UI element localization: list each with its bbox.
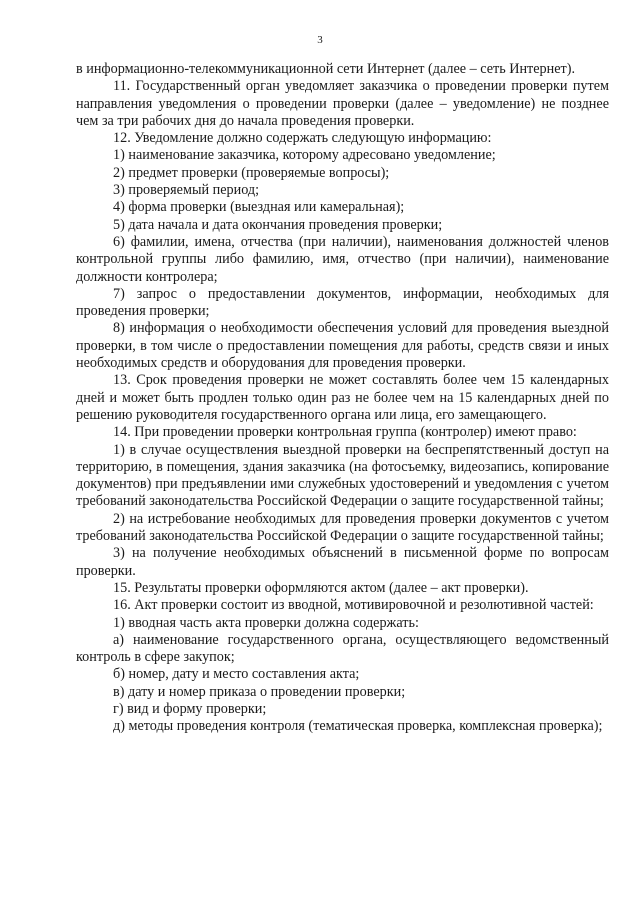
paragraph: 1) вводная часть акта проверки должна содержать: — [113, 614, 419, 631]
paragraph: 11. Государственный орган уведомляет заказчика о проведении проверки путем направления уведомления о проведении проверки (далее – уведомление) не позднее чем за три рабочих дня до начала проведения проверки. — [76, 78, 609, 129]
paragraph: 2) предмет проверки (проверяемые вопросы); — [113, 164, 390, 181]
paragraph: 4) форма проверки (выездная или камеральная); — [113, 199, 405, 216]
paragraph: д) методы проведения контроля (тематическая проверка, комплексная проверка); — [113, 718, 603, 735]
paragraph: 5) дата начала и дата окончания проведения проверки; — [113, 216, 443, 233]
document-body — [76, 61, 609, 736]
paragraph: 12. Уведомление должно содержать следующую информацию: — [113, 130, 492, 147]
paragraph: 3) на получение необходимых объяснений в письменной форме по вопросам проверки. — [76, 545, 609, 579]
page-number: 3 — [317, 34, 323, 46]
paragraph: б) номер, дату и место составления акта; — [113, 666, 360, 683]
paragraph: 16. Акт проверки состоит из вводной, мотивировочной и резолютивной частей: — [113, 597, 594, 614]
paragraph: а) наименование государственного органа, осуществляющего ведомственный контроль в сфере закупок; — [76, 631, 609, 666]
paragraph: 8) информация о необходимости обеспечения условий для проведения выездной проверки, в том числе о предоставлении помещения для работы, средств связи и иных необходимых средств и оборудования для проведения проверки. — [76, 320, 609, 372]
paragraph: 13. Срок проведения проверки не может составлять более чем 15 календарных дней и может быть продлен только один раз не более чем на 15 календарных дней по решению руководителя государственного органа или лица, его замещающего. — [76, 372, 609, 423]
paragraph: 6) фамилии, имена, отчества (при наличии), наименования должностей членов контрольной группы либо фамилию, имя, отчество (при наличии), наименование должности контролера; — [76, 233, 609, 285]
paragraph: 15. Результаты проверки оформляются актом (далее – акт проверки). — [113, 579, 529, 596]
paragraph: 1) наименование заказчика, которому адресовано уведомление; — [113, 147, 496, 164]
paragraph: г) вид и форму проверки; — [113, 700, 267, 717]
paragraph: 7) запрос о предоставлении документов, информации, необходимых для проведения проверки; — [76, 285, 609, 320]
paragraph: в информационно-телекоммуникационной сети Интернет (далее – сеть Интернет). — [76, 61, 576, 77]
paragraph: 14. При проведении проверки контрольная группа (контролер) имеют право: — [113, 424, 577, 441]
paragraph: 2) на истребование необходимых для проведения проверки документов с учетом требований законодательства Российской Федерации о защите государственной тайны; — [76, 510, 609, 545]
paragraph: 1) в случае осуществления выездной проверки на беспрепятственный доступ на территорию, в помещения, здания заказчика (на фотосъемку, видеозапись, копирование документов) при предъявлении ими служебных удостоверений и уведомления с учетом требований законодательства Российской Федерации о защите государственной тайны; — [76, 441, 609, 510]
paragraph: 3) проверяемый период; — [113, 182, 260, 199]
paragraph: в) дату и номер приказа о проведении проверки; — [113, 683, 406, 700]
